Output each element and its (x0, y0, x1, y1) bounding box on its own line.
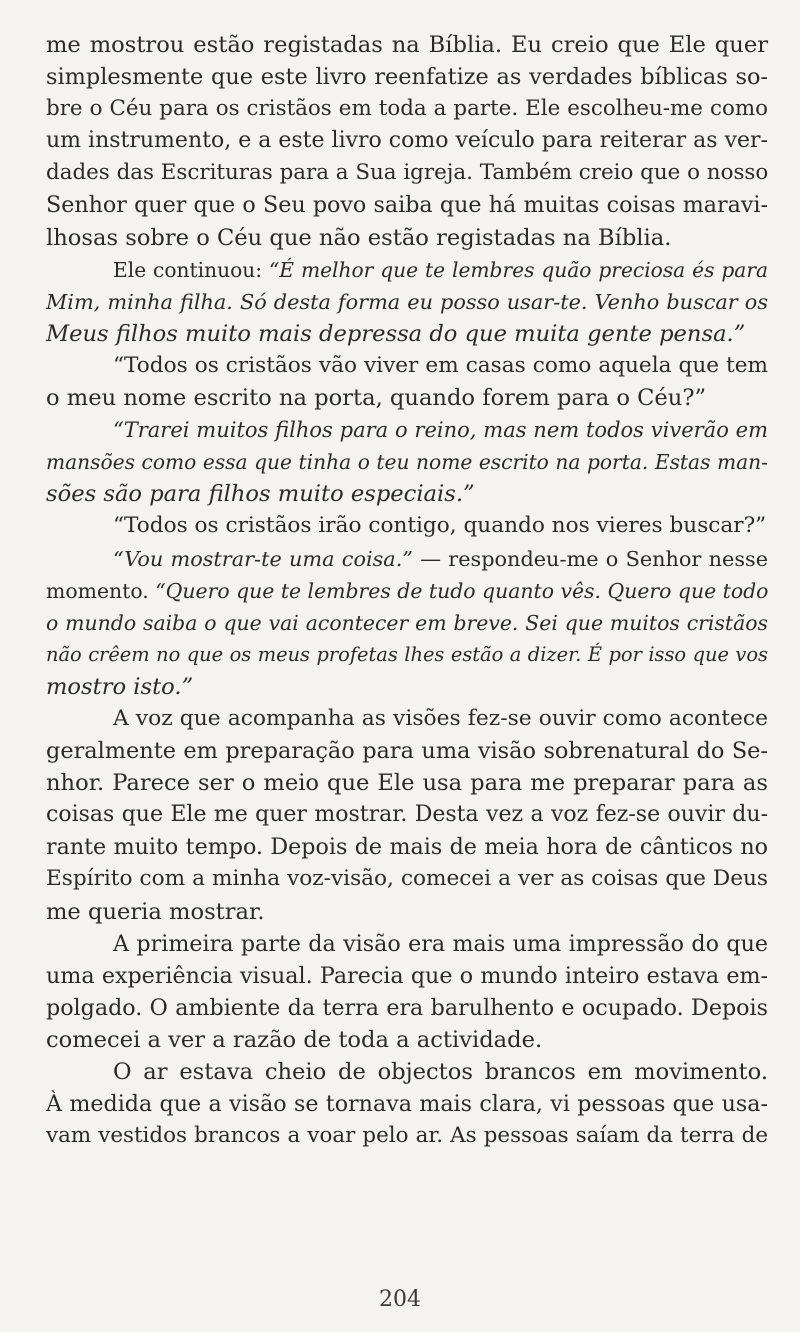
text-line (46, 735, 768, 767)
text-line (46, 222, 768, 254)
text-line (46, 831, 768, 863)
text-line (46, 350, 768, 382)
italic-text: o mundo saiba o que vai acontecer em breve. Sei que muitos cristãos (46, 610, 768, 635)
text-line (46, 382, 768, 414)
text-line (46, 61, 768, 93)
text-line (46, 896, 768, 928)
text-segment: coisas que Ele me quer mostrar. Desta vez a voz fez-se ouvir du- (46, 802, 768, 828)
text-segment: geralmente em preparação para uma visão sobrenatural do Se- (46, 738, 768, 765)
italic-text: mostro isto.” (46, 673, 194, 700)
text-segment: Senhor quer que o Seu povo saiba que há muitas coisas maravi- (46, 192, 768, 219)
text-segment: o meu nome escrito na porta, quando forem para o Céu?” (46, 385, 707, 412)
text-line (46, 799, 768, 831)
text-line (46, 607, 768, 639)
text-segment: Ele continuou: (113, 257, 269, 282)
text-segment: rante muito tempo. Depois de mais de meia hora de cânticos no (46, 834, 768, 861)
text-line (46, 960, 768, 992)
italic-text: sões são para filhos muito especiais.” (46, 481, 475, 508)
italic-text: “Vou mostrar-te uma coisa.” (113, 546, 413, 571)
text-line (46, 189, 768, 221)
text-segment: comecei a ver a razão de toda a actividade. (46, 1026, 543, 1053)
text-line (46, 1088, 768, 1120)
text-segment: momento. (46, 578, 156, 603)
text-segment: A primeira parte da visão era mais uma impressão do que (113, 930, 768, 957)
text-line (46, 1056, 768, 1088)
text-line (46, 992, 768, 1024)
text-segment: nhor. Parece ser o meio que Ele usa para me preparar para as (46, 770, 768, 797)
page-number: 204 (379, 1287, 421, 1312)
text-line (46, 928, 768, 960)
text-line (46, 1024, 768, 1056)
text-line (46, 286, 768, 318)
italic-text: mansões como essa que tinha o teu nome escrito na porta. Estas man- (46, 450, 768, 475)
italic-text: Meus filhos muito mais depressa do que muita gente pensa.” (46, 320, 746, 347)
text-line (46, 254, 768, 286)
text-segment: A voz que acompanha as visões fez-se ouvir como acontece (113, 705, 768, 731)
text-line (46, 29, 768, 61)
text-segment: simplesmente que este livro reenfatize as verdades bíblicas so- (46, 64, 768, 91)
text-segment: uma experiência visual. Parecia que o mundo inteiro estava em- (46, 962, 768, 989)
text-segment: “Todos os cristãos vão viver em casas como aquela que tem (113, 352, 768, 378)
text-line (46, 671, 768, 703)
text-segment: lhosas sobre o Céu que não estão registadas na Bíblia. (46, 224, 672, 251)
italic-text: “É melhor que te lembres quão preciosa és para (268, 257, 769, 282)
text-line (46, 703, 768, 735)
text-segment: — respondeu-me o Senhor nesse (412, 546, 769, 571)
text-segment: me queria mostrar. (46, 898, 265, 925)
text-line (46, 414, 768, 446)
text-line (46, 543, 768, 575)
italic-text: “Trarei muitos filhos para o reino, mas nem todos viverão em (113, 418, 768, 443)
text-line (46, 157, 768, 189)
text-line (46, 93, 768, 125)
text-line (46, 639, 768, 671)
text-segment: O ar estava cheio de objectos brancos em movimento. (113, 1059, 768, 1085)
text-segment: vam vestidos brancos a voar pelo ar. As pessoas saíam da terra de (46, 1123, 768, 1149)
text-line (46, 863, 768, 895)
text-segment: um instrumento, e a este livro como veículo para reiterar as ver- (46, 128, 768, 154)
text-line (46, 318, 768, 350)
text-segment: dades das Escrituras para a Sua igreja. Também creio que o nosso (46, 160, 769, 186)
text-segment: À medida que a visão se tornava mais clara, vi pessoas que usa- (46, 1091, 768, 1118)
text-segment: Espírito com a minha voz-visão, comecei a ver as coisas que Deus (46, 866, 768, 892)
text-line (46, 510, 768, 542)
text-line (46, 478, 768, 510)
text-segment: polgado. O ambiente da terra era barulhento e ocupado. Depois (46, 994, 768, 1021)
text-line (46, 575, 768, 607)
text-segment: “Todos os cristãos irão contigo, quando nos vieres buscar?” (113, 513, 767, 539)
italic-text: Mim, minha filha. Só desta forma eu posso usar-te. Venho buscar os (46, 289, 768, 314)
text-line (46, 767, 768, 799)
body-text (46, 29, 768, 1152)
text-line (46, 1120, 768, 1152)
italic-text: não crêem no que os meus profetas lhes estão a dizer. É por isso que vos (46, 642, 768, 666)
italic-text: “Quero que te lembres de tudo quanto vês. Quero que todo (155, 578, 769, 603)
text-segment: bre o Céu para os cristãos em toda a parte. Ele escolheu-me como (46, 96, 768, 122)
text-line (46, 125, 768, 157)
text-segment: me mostrou estão registadas na Bíblia. Eu creio que Ele quer (46, 32, 768, 58)
text-line (46, 446, 768, 478)
